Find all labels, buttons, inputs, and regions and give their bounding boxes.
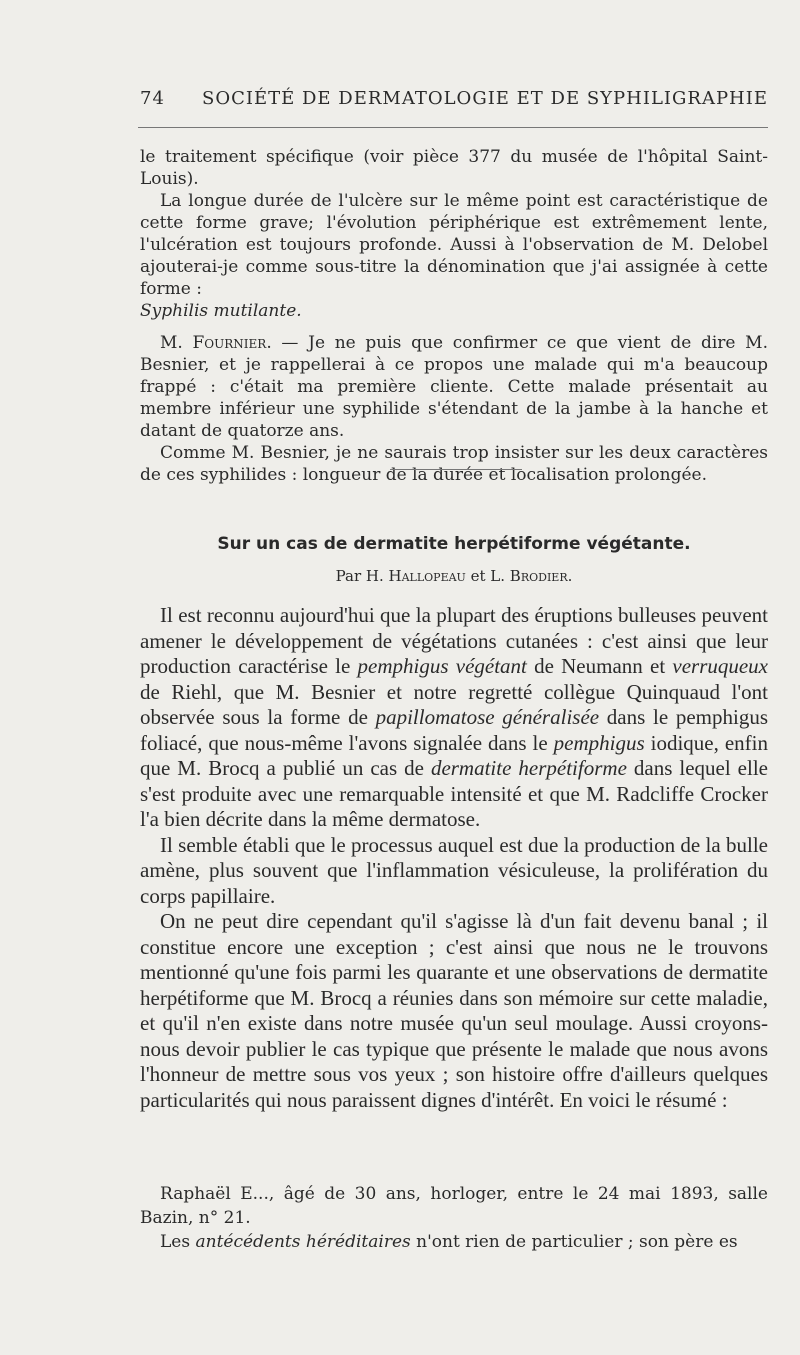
- running-title: SOCIÉTÉ DE DERMATOLOGIE ET DE SYPHILIGRAPHIE: [202, 88, 769, 109]
- emphasis-text: pemphigus végétant: [357, 654, 527, 678]
- section-divider: [390, 469, 522, 470]
- case-paragraph: Les antécédents héréditaires n'ont rien de particulier ; son père es: [160, 1232, 738, 1252]
- emphasis-text: Syphilis mutilante.: [140, 301, 302, 321]
- emphasis-text: dermatite herpétiforme: [430, 756, 627, 780]
- article-title: Sur un cas de dermatite herpétiforme végétante.: [217, 534, 691, 554]
- emphasis-text: antécédents héréditaires: [195, 1232, 411, 1252]
- speaker-name: M. Fournier.: [160, 333, 272, 353]
- discussion-paragraph: [140, 332, 768, 442]
- paragraph-text: La longue durée de l'ulcère sur le même point est caractéristique de cette forme grave; l'évolution périphérique est extrêmement lente, l'ulcération est toujours profonde. Aussi à l'observation de M. Delobel ajouterai-je comme sous-titre la dénomination que j'ai assignée à cette forme :: [140, 191, 768, 299]
- case-paragraph: Raphaël E..., âgé de 30 ans, horloger, entre le 24 mai 1893, salle Bazin, n° 21.: [140, 1184, 768, 1228]
- author-name: Brodier.: [509, 567, 573, 585]
- discussion-section: [140, 146, 768, 486]
- discussion-paragraph: [140, 190, 768, 322]
- emphasis-text: papillomatose généralisée: [375, 705, 600, 729]
- author-name: Hallopeau: [388, 567, 466, 585]
- paragraph-text: — Je ne puis que confirmer ce que vient de dire M. Besnier, et je rappellerai à ce propos une malade qui m'a beaucoup frappé : c'était ma première cliente. Cette malade présentait au membre inférieur une syphilide s'étendant de la jambe à la hanche et datant de quatorze ans.: [140, 333, 768, 441]
- body-paragraph: Il est reconnu aujourd'hui que la plupart des éruptions bulleuses peuvent amener le développement de végétations cutanées : c'est ainsi que leur production caractérise le pemphigus végétant de Neumann et verruqueux de Riehl, que M. Besnier et notre regretté collègue Quinquaud l'ont observée sous la forme de papillomatose généralisée dans le pemphigus foliacé, que nous-même l'avons signalée dans le pemphigus iodique, enfin que M. Brocq a publié un cas de dermatite herpétiforme dans lequel elle s'est produite avec une remarquable intensité et que M. Radcliffe Crocker l'a bien décrite dans la même dermatose.: [140, 603, 769, 831]
- article-byline: Par H. Hallopeau et L. Brodier.: [335, 567, 573, 585]
- discussion-paragraph: le traitement spécifique (voir pièce 377 du musée de l'hôpital Saint-Louis).: [140, 147, 768, 189]
- body-paragraph: On ne peut dire cependant qu'il s'agisse là d'un fait devenu banal ; il constitue encore une exception ; c'est ainsi que nous ne le trouvons mentionné qu'une fois parmi les quarante et une observations de dermatite herpétiforme que M. Brocq a réunies dans son mémoire sur cette maladie, et qu'il n'en existe dans notre musée qu'un seul moulage. Aussi croyons-nous devoir publier le cas typique que présente le malade que nous avons l'honneur de mettre sous vos yeux ; son histoire offre d'ailleurs quelques particularités qui nous paraissent dignes d'intérêt. En voici le résumé :: [140, 909, 768, 1112]
- page-number: 74: [140, 88, 165, 109]
- emphasis-text: pemphigus: [553, 730, 645, 755]
- body-paragraph: Il semble établi que le processus auquel est due la production de la bulle amène, plus souvent que l'inflammation vésiculeuse, la prolifération du corps papillaire.: [140, 832, 768, 908]
- header-rule: [138, 127, 768, 128]
- case-report: [140, 1182, 768, 1254]
- article-body: [140, 603, 768, 1113]
- discussion-paragraph: Comme M. Besnier, je ne saurais trop insister sur les deux caractères de ces syphilides : longueur de la durée et localisation prolongée.: [140, 443, 768, 485]
- emphasis-text: verruqueux: [672, 654, 769, 678]
